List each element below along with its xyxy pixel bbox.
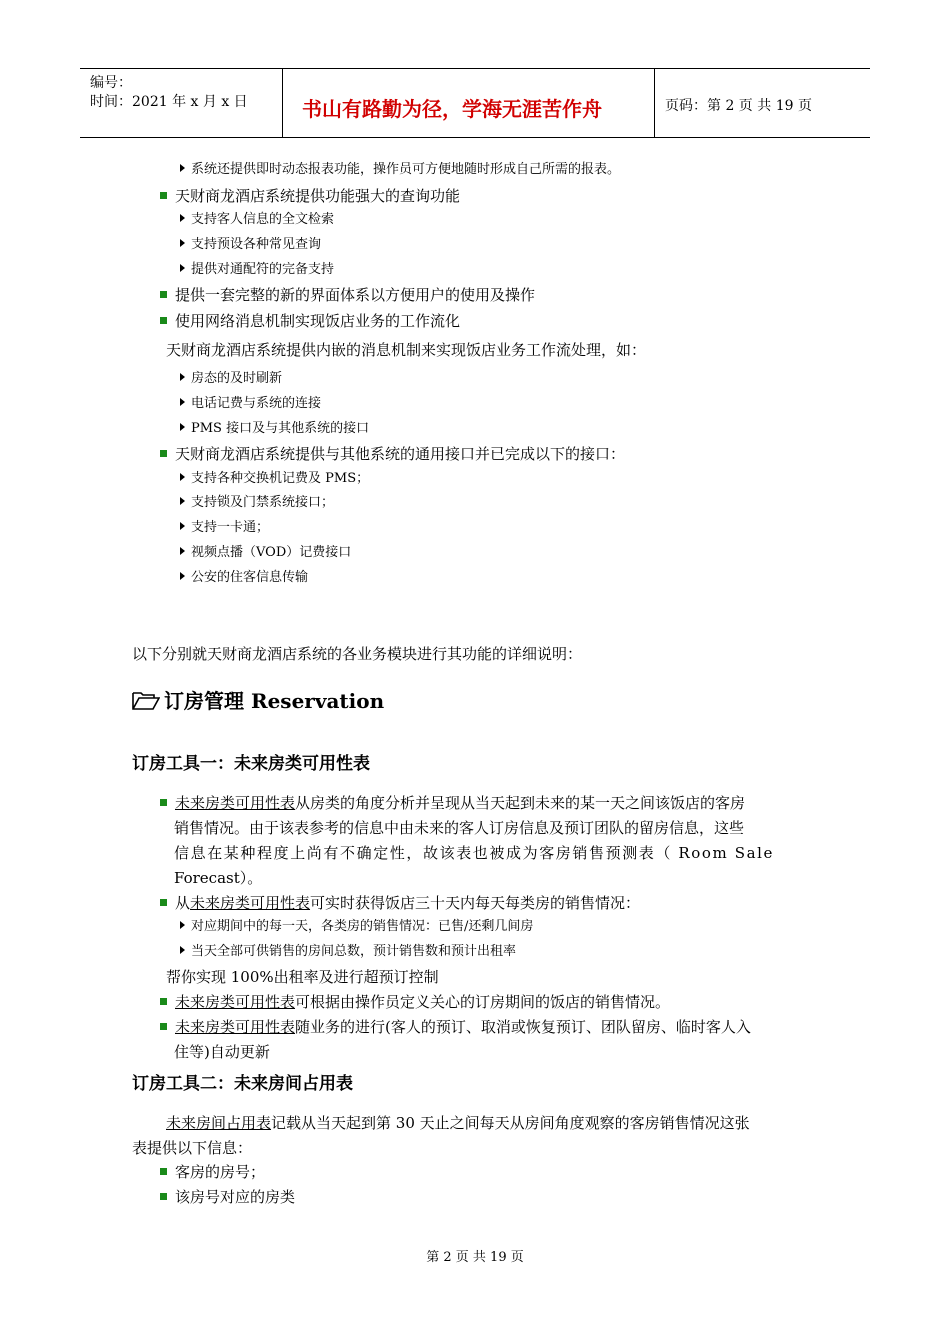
sub-bullet: 房态的及时刷新	[180, 369, 282, 389]
paragraph-line: 未来房间占用表记载从当天起到第 30 天止之间每天从房间角度观察的客房销售情况这张	[166, 1114, 750, 1132]
sub-bullet: 系统还提供即时动态报表功能，操作员可方便地随时形成自己所需的报表。	[180, 160, 620, 180]
triangle-bullet-icon	[180, 373, 185, 381]
paragraph-line: 表提供以下信息：	[132, 1139, 253, 1157]
sub-bullet: 支持客人信息的全文检索	[180, 210, 334, 230]
bullet-item: 该房号对应的房类	[160, 1187, 295, 1207]
bullet-item: 提供一套完整的新的界面体系以方便用户的使用及操作	[160, 285, 535, 305]
bullet-item: 未来房类可用性表随业务的进行(客人的预订、取消或恢复预订、团队留房、临时客人入	[160, 1017, 751, 1037]
square-bullet-icon	[160, 799, 167, 806]
triangle-bullet-icon	[180, 547, 185, 555]
sub-bullet: 支持各种交换机记费及 PMS；	[180, 469, 369, 489]
triangle-bullet-icon	[180, 214, 185, 222]
square-bullet-icon	[160, 899, 167, 906]
bullet-item: 从未来房类可用性表可实时获得饭店三十天内每天每类房的销售情况：	[160, 893, 640, 913]
bullet-item: 天财商龙酒店系统提供功能强大的查询功能	[160, 186, 460, 206]
page-header	[80, 68, 870, 138]
sub-bullet: 当天全部可供销售的房间总数，预计销售数和预计出租率	[180, 942, 516, 962]
sub-bullet: 视频点播（VOD）记费接口	[180, 543, 351, 563]
square-bullet-icon	[160, 998, 167, 1005]
bullet-item: 天财商龙酒店系统提供与其他系统的通用接口并已完成以下的接口：	[160, 444, 625, 464]
header-number-label: 编号：	[90, 75, 132, 91]
triangle-bullet-icon	[180, 164, 185, 172]
paragraph: 帮你实现 100%出租率及进行超预订控制	[166, 968, 439, 986]
bullet-item: 客房的房号；	[160, 1162, 265, 1182]
paragraph-line: Forecast）。	[174, 869, 263, 887]
sub-bullet: 支持锁及门禁系统接口；	[180, 493, 334, 513]
triangle-bullet-icon	[180, 497, 185, 505]
header-motto-cell	[282, 69, 655, 137]
bullet-item: 未来房类可用性表从房类的角度分析并呈现从当天起到未来的某一天之间该饭店的客房	[160, 793, 745, 813]
header-left-cell	[80, 69, 283, 137]
triangle-bullet-icon	[180, 264, 185, 272]
sub-bullet: PMS 接口及与其他系统的接口	[180, 419, 369, 439]
sub-bullet: 电话记费与系统的连接	[180, 394, 321, 414]
paragraph-line: 销售情况。由于该表参考的信息中由未来的客人订房信息及预订团队的留房信息，这些	[174, 819, 745, 837]
bullet-item: 使用网络消息机制实现饭店业务的工作流化	[160, 311, 460, 331]
open-folder-icon	[132, 690, 160, 710]
section-title: 订房管理 Reservation	[132, 688, 384, 714]
intro-paragraph: 以下分别就天财商龙酒店系统的各业务模块进行其功能的详细说明：	[132, 645, 583, 663]
header-time-label: 时间：2021 年 x 月 x 日	[90, 94, 248, 110]
header-page-label: 页码：第 2 页 共 19 页	[665, 98, 812, 114]
sub-bullet: 公安的住客信息传输	[180, 568, 308, 588]
sub-bullet: 支持预设各种常见查询	[180, 235, 321, 255]
triangle-bullet-icon	[180, 398, 185, 406]
bullet-item: 未来房类可用性表可根据由操作员定义关心的订房期间的饭店的销售情况。	[160, 992, 670, 1012]
triangle-bullet-icon	[180, 473, 185, 481]
square-bullet-icon	[160, 291, 167, 298]
square-bullet-icon	[160, 450, 167, 457]
square-bullet-icon	[160, 192, 167, 199]
sub-bullet: 支持一卡通；	[180, 518, 269, 538]
sub-bullet: 对应期间中的每一天，各类房的销售情况：已售/还剩几间房	[180, 917, 533, 937]
triangle-bullet-icon	[180, 921, 185, 929]
triangle-bullet-icon	[180, 946, 185, 954]
header-page-cell	[655, 69, 870, 137]
tool1-heading: 订房工具一：未来房类可用性表	[132, 754, 370, 774]
triangle-bullet-icon	[180, 572, 185, 580]
sub-bullet: 提供对通配符的完备支持	[180, 260, 334, 280]
square-bullet-icon	[160, 1168, 167, 1175]
square-bullet-icon	[160, 1023, 167, 1030]
square-bullet-icon	[160, 317, 167, 324]
triangle-bullet-icon	[180, 239, 185, 247]
square-bullet-icon	[160, 1193, 167, 1200]
paragraph: 天财商龙酒店系统提供内嵌的消息机制来实现饭店业务工作流处理，如：	[166, 341, 647, 359]
header-motto: 书山有路勤为径，学海无涯苦作舟	[302, 97, 602, 121]
tool2-heading: 订房工具二：未来房间占用表	[132, 1074, 353, 1094]
page-footer: 第 2 页 共 19 页	[426, 1250, 524, 1265]
triangle-bullet-icon	[180, 522, 185, 530]
paragraph-line: 信息在某种程度上尚有不确定性，故该表也被成为客房销售预测表（ Room Sale	[174, 844, 775, 862]
paragraph-line: 住等)自动更新	[174, 1043, 270, 1061]
triangle-bullet-icon	[180, 423, 185, 431]
